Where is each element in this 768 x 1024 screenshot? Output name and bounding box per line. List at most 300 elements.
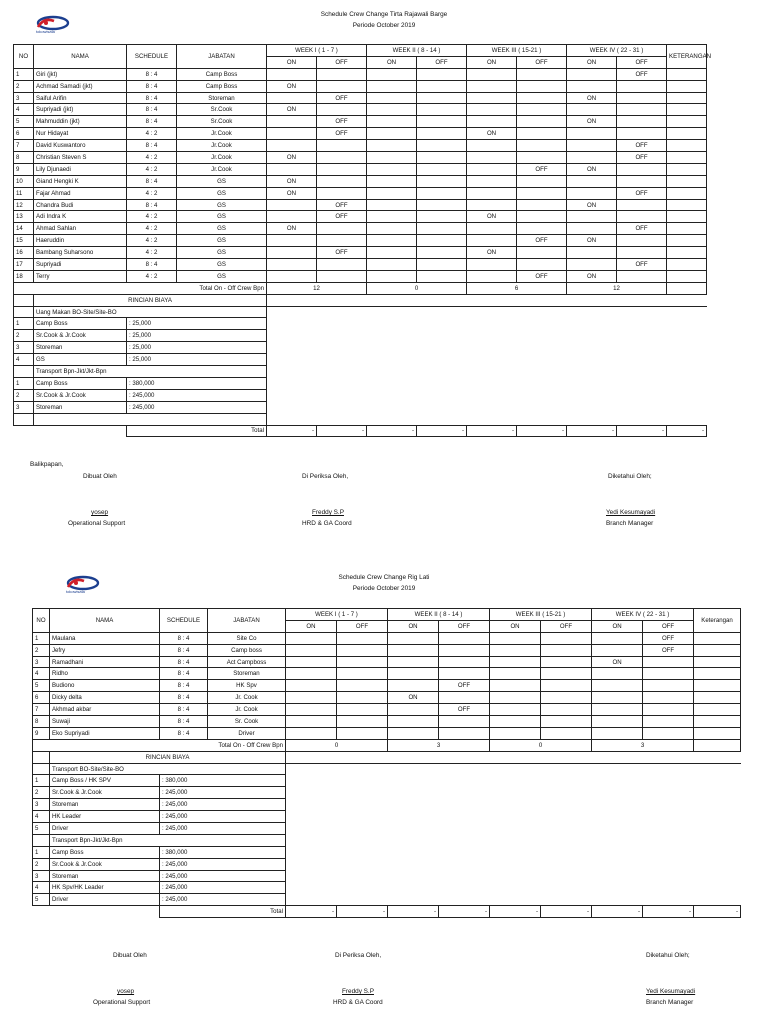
week-status-cell: [517, 211, 567, 223]
total-crew-label: Total On - Off Crew Bpn: [33, 739, 286, 751]
cost-no: 1: [33, 846, 50, 858]
keterangan-cell: [667, 187, 707, 199]
week-status-cell: [267, 259, 317, 271]
week-status-cell: ON: [267, 223, 317, 235]
week-status-cell: [490, 668, 541, 680]
week-status-cell: [388, 656, 439, 668]
crew-jabatan: Act Campboss: [208, 656, 286, 668]
week-status-cell: [317, 223, 367, 235]
crew-row: [14, 80, 707, 92]
crew-no: 8: [33, 716, 50, 728]
doc1-sign3-name: Yedi Kesumayadi: [606, 509, 656, 516]
crew-no: 5: [33, 680, 50, 692]
week-status-cell: [286, 727, 337, 739]
col-nama-2: NAMA: [50, 609, 160, 633]
week-status-cell: [617, 270, 667, 282]
col-no-2: NO: [33, 609, 50, 633]
crew-row: [14, 128, 707, 140]
week-status-cell: ON: [467, 128, 517, 140]
crew-no: 16: [14, 247, 34, 259]
doc2-title-block: [0, 572, 768, 594]
week-status-cell: [490, 727, 541, 739]
keterangan-cell: [694, 680, 741, 692]
week-status-cell: [417, 199, 467, 211]
week-status-cell: [367, 128, 417, 140]
crew-jabatan: Jr.Cook: [177, 128, 267, 140]
cost-no: 5: [33, 823, 50, 835]
blank-cell: [14, 413, 34, 425]
week-total: 3: [388, 739, 490, 751]
header-on: ON: [367, 56, 417, 68]
header-on: ON: [388, 620, 439, 632]
week-status-cell: [286, 716, 337, 728]
week-status-cell: [337, 680, 388, 692]
week-status-cell: [643, 692, 694, 704]
week-status-cell: [490, 692, 541, 704]
week-status-cell: [517, 247, 567, 259]
week-status-cell: [367, 270, 417, 282]
crew-jabatan: Camp Boss: [177, 80, 267, 92]
cost-value: : 245,000: [160, 787, 286, 799]
rincian-fill: [267, 294, 707, 306]
week-status-cell: [517, 68, 567, 80]
crew-jabatan: HK Spv: [208, 680, 286, 692]
crew-jabatan: Jr.Cook: [177, 152, 267, 164]
logo-text: tokowisata: [36, 29, 55, 34]
crew-no: 5: [14, 116, 34, 128]
grand-total-label: Total: [160, 906, 286, 918]
week-status-cell: [388, 704, 439, 716]
crew-row: [14, 140, 707, 152]
cost-item: Storeman: [50, 870, 160, 882]
week-status-cell: [467, 140, 517, 152]
crew-row: [33, 668, 741, 680]
week-status-cell: [267, 116, 317, 128]
cost-fill: [286, 811, 741, 823]
keterangan-cell: [694, 704, 741, 716]
crew-name: Ridho: [50, 668, 160, 680]
keterangan-cell: [694, 727, 741, 739]
week-status-cell: [317, 80, 367, 92]
col-week1-2: WEEK I ( 1 - 7 ): [286, 609, 388, 621]
crew-jabatan: GS: [177, 223, 267, 235]
crew-name: Akhmad akbar: [50, 704, 160, 716]
col-week2: WEEK II ( 8 - 14 ): [367, 45, 467, 57]
cost-item: Camp Boss / HK SPV: [50, 775, 160, 787]
crew-schedule: 8 : 4: [160, 680, 208, 692]
keterangan-cell: [667, 175, 707, 187]
crew-schedule: 4 : 2: [127, 187, 177, 199]
week-status-cell: [567, 247, 617, 259]
cost-fill: [267, 318, 707, 330]
cost-section-blank: [14, 306, 34, 318]
week-total: 0: [490, 739, 592, 751]
crew-name: Ahmad Sahlan: [34, 223, 127, 235]
col-week4-2: WEEK IV ( 22 - 31 ): [592, 609, 694, 621]
crew-jabatan: Camp Boss: [177, 68, 267, 80]
crew-name: Achmad Samadi (jkt): [34, 80, 127, 92]
week-status-cell: [541, 668, 592, 680]
crew-no: 4: [33, 668, 50, 680]
week-status-cell: [417, 223, 467, 235]
crew-name: Adi Indra K: [34, 211, 127, 223]
week-status-cell: OFF: [617, 259, 667, 271]
week-status-cell: OFF: [317, 128, 367, 140]
keterangan-cell: [694, 656, 741, 668]
week-status-cell: [317, 259, 367, 271]
crew-row: [33, 644, 741, 656]
crew-name: Saiful Arifin: [34, 92, 127, 104]
week-status-cell: OFF: [517, 270, 567, 282]
week-status-cell: [567, 152, 617, 164]
col-no: NO: [14, 45, 34, 69]
week-status-cell: [388, 644, 439, 656]
crew-schedule: 4 : 2: [127, 247, 177, 259]
week-status-cell: [367, 152, 417, 164]
crew-row: [33, 716, 741, 728]
cost-item: Storeman: [50, 799, 160, 811]
cost-item-row: [33, 811, 741, 823]
week-status-cell: [417, 68, 467, 80]
crew-jabatan: GS: [177, 187, 267, 199]
doc2-checked-by: Di Periksa Oleh,: [335, 952, 382, 959]
cost-fill: [286, 870, 741, 882]
total-crew-row: [33, 739, 741, 751]
rincian-row: [33, 751, 741, 763]
crew-schedule: 8 : 4: [127, 199, 177, 211]
crew-row: [14, 116, 707, 128]
crew-schedule: 8 : 4: [160, 632, 208, 644]
week-status-cell: [388, 668, 439, 680]
crew-jabatan: GS: [177, 235, 267, 247]
crew-no: 6: [14, 128, 34, 140]
crew-schedule: 8 : 4: [127, 175, 177, 187]
week-status-cell: [541, 692, 592, 704]
crew-schedule: 4 : 2: [127, 163, 177, 175]
week-status-cell: ON: [467, 247, 517, 259]
week-status-cell: [267, 211, 317, 223]
cost-section-label: Uang Makan BO-Site/Site-BO: [34, 306, 267, 318]
crew-row: [33, 632, 741, 644]
week-status-cell: [417, 235, 467, 247]
doc2-title: Schedule Crew Change Rig Lati: [338, 574, 430, 581]
week-status-cell: [617, 247, 667, 259]
cost-value: : 380,000: [160, 775, 286, 787]
crew-row: [14, 223, 707, 235]
crew-schedule: 4 : 2: [127, 211, 177, 223]
cost-fill: [286, 882, 741, 894]
week-status-cell: [317, 187, 367, 199]
crew-name: Giand Hengki K: [34, 175, 127, 187]
header-on: ON: [467, 56, 517, 68]
week-status-cell: [267, 199, 317, 211]
week-status-cell: ON: [567, 116, 617, 128]
week-status-cell: [439, 668, 490, 680]
crew-row: [14, 104, 707, 116]
crew-no: 1: [14, 68, 34, 80]
header-on: ON: [490, 620, 541, 632]
week-status-cell: [567, 223, 617, 235]
week-status-cell: [286, 692, 337, 704]
cost-section-row: [33, 834, 741, 846]
week-status-cell: [367, 80, 417, 92]
cost-item-row: [33, 858, 741, 870]
week-status-cell: [367, 247, 417, 259]
cost-item: Storeman: [34, 342, 127, 354]
grand-total-dash: -: [317, 425, 367, 437]
week-status-cell: [517, 175, 567, 187]
keterangan-cell: [694, 692, 741, 704]
grand-total-dash: -: [439, 906, 490, 918]
week-status-cell: [617, 92, 667, 104]
week-status-cell: [592, 680, 643, 692]
week-status-cell: [267, 140, 317, 152]
cost-value: : 245,000: [160, 799, 286, 811]
cost-section-fill: [286, 834, 741, 846]
crew-name: Bambang Suharsono: [34, 247, 127, 259]
crew-jabatan: Camp boss: [208, 644, 286, 656]
header-off: OFF: [317, 56, 367, 68]
week-status-cell: [517, 259, 567, 271]
crew-schedule: 4 : 2: [127, 235, 177, 247]
doc2-sign3-name: Yedi Kesumayadi: [646, 988, 696, 995]
cost-item: GS: [34, 354, 127, 366]
header-on: ON: [286, 620, 337, 632]
cost-value: : 380,000: [127, 377, 267, 389]
crew-no: 9: [14, 163, 34, 175]
week-status-cell: [317, 163, 367, 175]
week-status-cell: [567, 140, 617, 152]
week-status-cell: [617, 104, 667, 116]
week-status-cell: [517, 104, 567, 116]
cost-value: : 245,000: [127, 389, 267, 401]
doc1-known-by: Diketahui Oleh;: [608, 473, 652, 480]
keterangan-cell: [667, 68, 707, 80]
cost-fill: [286, 799, 741, 811]
grand-total-dash: -: [337, 906, 388, 918]
cost-fill: [267, 389, 707, 401]
crew-name: Lily Djunaedi: [34, 163, 127, 175]
week-status-cell: [417, 140, 467, 152]
crew-row: [33, 656, 741, 668]
keterangan-cell: [667, 92, 707, 104]
week-status-cell: [517, 152, 567, 164]
col-jabatan-2: JABATAN: [208, 609, 286, 633]
week-status-cell: [541, 716, 592, 728]
crew-jabatan: Jr.Cook: [177, 163, 267, 175]
doc2-period: Periode October 2019: [352, 585, 416, 592]
week-status-cell: [417, 152, 467, 164]
cost-section-label: Transport Bpn-Jkt/Jkt-Bpn: [50, 834, 286, 846]
week-status-cell: [439, 644, 490, 656]
crew-schedule: 8 : 4: [160, 727, 208, 739]
week-status-cell: [417, 270, 467, 282]
week-status-cell: [367, 140, 417, 152]
keterangan-cell: [694, 644, 741, 656]
week-status-cell: [467, 235, 517, 247]
week-status-cell: [286, 656, 337, 668]
grand-total-dash: -: [467, 425, 517, 437]
week-status-cell: [490, 680, 541, 692]
cost-item: HK Spv/HK Leader: [50, 882, 160, 894]
cost-item: Sr.Cook & Jr.Cook: [34, 389, 127, 401]
cost-no: 4: [33, 811, 50, 823]
col-week4: WEEK IV ( 22 - 31 ): [567, 45, 667, 57]
grand-total-dash: -: [490, 906, 541, 918]
week-status-cell: [417, 175, 467, 187]
week-status-cell: [417, 187, 467, 199]
crew-schedule: 4 : 2: [127, 270, 177, 282]
week-status-cell: [388, 716, 439, 728]
crew-name: Budiono: [50, 680, 160, 692]
cost-fill: [267, 377, 707, 389]
week-status-cell: [541, 680, 592, 692]
rincian-label: RINCIAN BIAYA: [50, 751, 286, 763]
week-status-cell: [286, 704, 337, 716]
week-status-cell: [267, 270, 317, 282]
week-status-cell: [541, 644, 592, 656]
week-status-cell: [592, 692, 643, 704]
week-status-cell: [567, 187, 617, 199]
cost-value: : 25,000: [127, 330, 267, 342]
week-status-cell: [439, 692, 490, 704]
cost-value: : 25,000: [127, 342, 267, 354]
week-status-cell: [517, 223, 567, 235]
grand-total-blank: [50, 906, 160, 918]
crew-name: Mahmuddin (jkt): [34, 116, 127, 128]
cost-fill: [267, 330, 707, 342]
grand-total-blank: [33, 906, 50, 918]
week-status-cell: [337, 716, 388, 728]
week-status-cell: [643, 668, 694, 680]
crew-jabatan: GS: [177, 211, 267, 223]
grand-total-dash: -: [592, 906, 643, 918]
crew-jabatan: Sr. Cook: [208, 716, 286, 728]
doc2-made-by: Dibuat Oleh: [113, 952, 147, 959]
doc1-place: Balikpapan,: [30, 461, 64, 468]
grand-total-row: [33, 906, 741, 918]
week-status-cell: [643, 704, 694, 716]
grand-total-dash: -: [388, 906, 439, 918]
doc2-known-by: Diketahui Oleh;: [646, 952, 690, 959]
cost-item-row: [33, 775, 741, 787]
week-status-cell: [490, 632, 541, 644]
crew-name: Dicky delta: [50, 692, 160, 704]
keterangan-cell: [667, 235, 707, 247]
crew-schedule: 4 : 2: [127, 223, 177, 235]
cost-section-row: [14, 366, 707, 378]
week-status-cell: [317, 68, 367, 80]
week-status-cell: [467, 270, 517, 282]
crew-schedule: 8 : 4: [127, 104, 177, 116]
week-status-cell: [567, 104, 617, 116]
col-week3: WEEK III ( 15-21 ): [467, 45, 567, 57]
cost-fill: [267, 342, 707, 354]
header-off: OFF: [617, 56, 667, 68]
week-status-cell: [643, 680, 694, 692]
cost-value: : 25,000: [127, 318, 267, 330]
week-status-cell: [517, 116, 567, 128]
cost-no: 1: [33, 775, 50, 787]
week-status-cell: ON: [267, 104, 317, 116]
crew-schedule: 8 : 4: [127, 80, 177, 92]
week-total: 3: [592, 739, 694, 751]
doc1-title-block: [0, 9, 768, 31]
week-status-cell: [417, 104, 467, 116]
crew-no: 6: [33, 692, 50, 704]
week-total: 12: [567, 282, 667, 294]
keterangan-cell: [667, 152, 707, 164]
rincian-blank: [14, 294, 34, 306]
crew-name: David Kuswantoro: [34, 140, 127, 152]
week-status-cell: [541, 632, 592, 644]
crew-no: 3: [14, 92, 34, 104]
week-status-cell: [617, 128, 667, 140]
crew-no: 9: [33, 727, 50, 739]
week-status-cell: OFF: [317, 199, 367, 211]
crew-name: Nur Hidayat: [34, 128, 127, 140]
crew-schedule: 8 : 4: [127, 92, 177, 104]
week-status-cell: [317, 235, 367, 247]
crew-row: [14, 152, 707, 164]
doc1-title: Schedule Crew Change Tirta Rajawali Barge: [320, 11, 448, 18]
keterangan-cell: [667, 247, 707, 259]
crew-row: [33, 727, 741, 739]
week-status-cell: [267, 247, 317, 259]
cost-item: Camp Boss: [50, 846, 160, 858]
doc1-sign2-name: Freddy S.P: [312, 509, 344, 516]
crew-name: Fajar Ahmad: [34, 187, 127, 199]
crew-name: Giri (jkt): [34, 68, 127, 80]
week-status-cell: [337, 644, 388, 656]
crew-no: 2: [14, 80, 34, 92]
cost-section-blank: [14, 366, 34, 378]
cost-item-row: [14, 342, 707, 354]
cost-value: : 245,000: [160, 858, 286, 870]
blank-row: [14, 413, 707, 425]
header-off: OFF: [417, 56, 467, 68]
week-status-cell: [417, 211, 467, 223]
doc2-sign1-name: yosep: [117, 988, 135, 995]
week-status-cell: [367, 259, 417, 271]
cost-no: 4: [14, 354, 34, 366]
header-off: OFF: [439, 620, 490, 632]
grand-total-row: [14, 425, 707, 437]
crew-row: [33, 704, 741, 716]
crew-row: [14, 92, 707, 104]
grand-total-dash: -: [267, 425, 317, 437]
grand-total-dash: -: [367, 425, 417, 437]
crew-schedule: 8 : 4: [160, 656, 208, 668]
crew-row: [14, 211, 707, 223]
cost-value: : 245,000: [160, 894, 286, 906]
crew-row: [33, 680, 741, 692]
week-status-cell: [439, 632, 490, 644]
crew-row: [14, 270, 707, 282]
week-status-cell: [337, 704, 388, 716]
doc1-made-by: Dibuat Oleh: [83, 473, 117, 480]
cost-item-row: [33, 846, 741, 858]
week-status-cell: ON: [592, 656, 643, 668]
crew-row: [14, 247, 707, 259]
crew-schedule: 8 : 4: [160, 716, 208, 728]
crew-jabatan: Jr. Cook: [208, 692, 286, 704]
week-status-cell: [417, 247, 467, 259]
cost-value: : 245,000: [160, 823, 286, 835]
week-status-cell: [517, 128, 567, 140]
crew-name: Haeruddin: [34, 235, 127, 247]
keterangan-cell: [694, 668, 741, 680]
